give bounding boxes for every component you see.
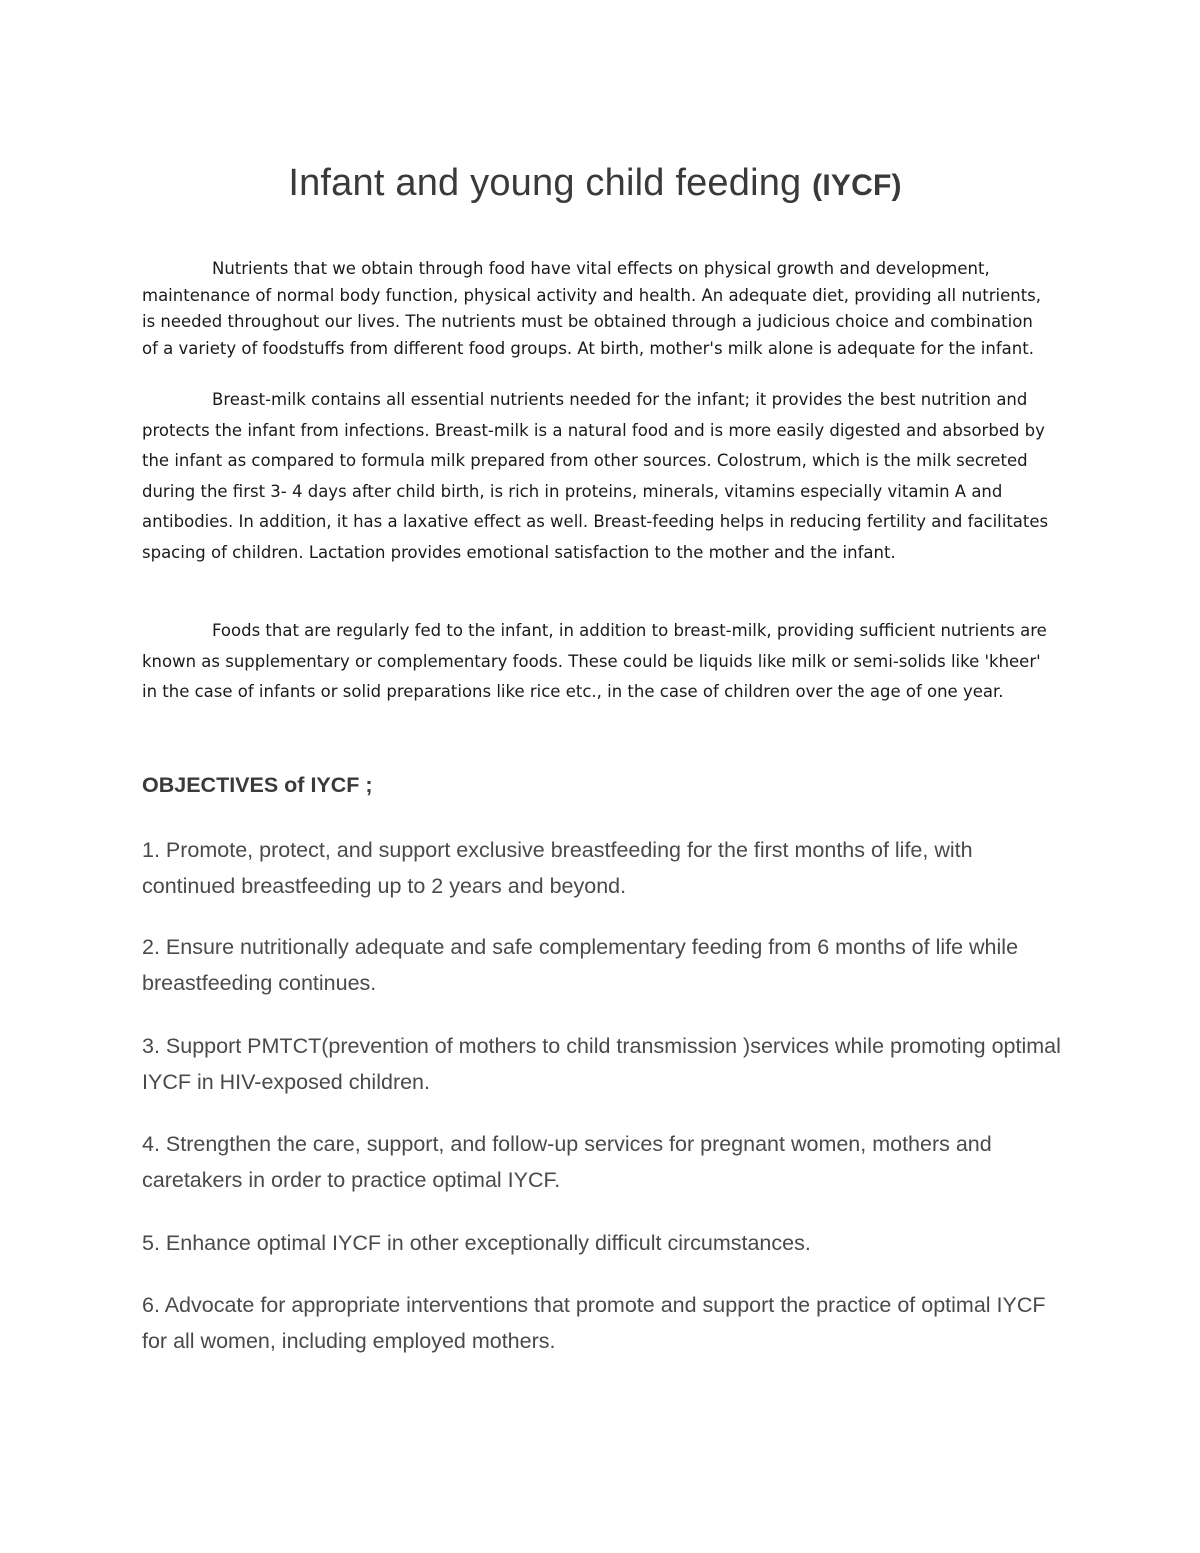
- objective-item: 2. Ensure nutritionally adequate and safe complementary feeding from 6 months of life while breastfeeding continues.: [142, 935, 1019, 995]
- objective-item: 4. Strengthen the care, support, and follow-up services for pregnant women, mothers and caretakers in order to practice optimal IYCF.: [142, 1132, 992, 1192]
- objectives-heading: OBJECTIVES of IYCF ;: [142, 773, 373, 797]
- objective-item: 1. Promote, protect, and support exclusive breastfeeding for the first months of life, with continued breastfeeding up to 2 years and beyond.: [142, 838, 973, 898]
- complementary-foods-paragraph-text: Foods that are regularly fed to the infant, in addition to breast-milk, providing sufficient nutrients are known as supplementary or complementary foods. These could be liquids like milk or semi-solids like 'kheer' in the case of infants or solid preparations like rice etc., in the case of children over the age of one year.: [142, 621, 1047, 701]
- objective-item: 3. Support PMTCT(prevention of mothers to child transmission )services while promoting optimal IYCF in HIV-exposed children.: [142, 1034, 1061, 1094]
- title-main: Infant and young child feeding: [288, 162, 813, 204]
- title-abbreviation: (IYCF): [812, 169, 902, 202]
- intro-paragraph-text: Nutrients that we obtain through food have vital effects on physical growth and development, maintenance of normal body function, physical activity and health. An adequate diet, providing all nutrients, is needed throughout our lives. The nutrients must be obtained through a judicious choice and combination of a variety of foodstuffs from different food groups. At birth, mother's milk alone is adequate for the infant.: [142, 259, 1042, 358]
- intro-paragraph: [142, 256, 1052, 362]
- objective-item: 6. Advocate for appropriate interventions that promote and support the practice of optimal IYCF for all women, including employed mothers.: [142, 1293, 1046, 1353]
- complementary-foods-paragraph: [142, 616, 1052, 708]
- page-title: [0, 162, 1190, 205]
- objective-item: 5. Enhance optimal IYCF in other exceptionally difficult circumstances.: [142, 1231, 811, 1255]
- breast-milk-paragraph-text: Breast-milk contains all essential nutrients needed for the infant; it provides the best nutrition and protects the infant from infections. Breast-milk is a natural food and is more easily digested and absorbed by the infant as compared to formula milk prepared from other sources. Colostrum, which is the milk secreted during the first 3- 4 days after child birth, is rich in proteins, minerals, vitamins especially vitamin A and antibodies. In addition, it has a laxative effect as well. Breast-feeding helps in reducing fertility and facilitates spacing of children. Lactation provides emotional satisfaction to the mother and the infant.: [142, 390, 1049, 562]
- breast-milk-paragraph: [142, 385, 1052, 568]
